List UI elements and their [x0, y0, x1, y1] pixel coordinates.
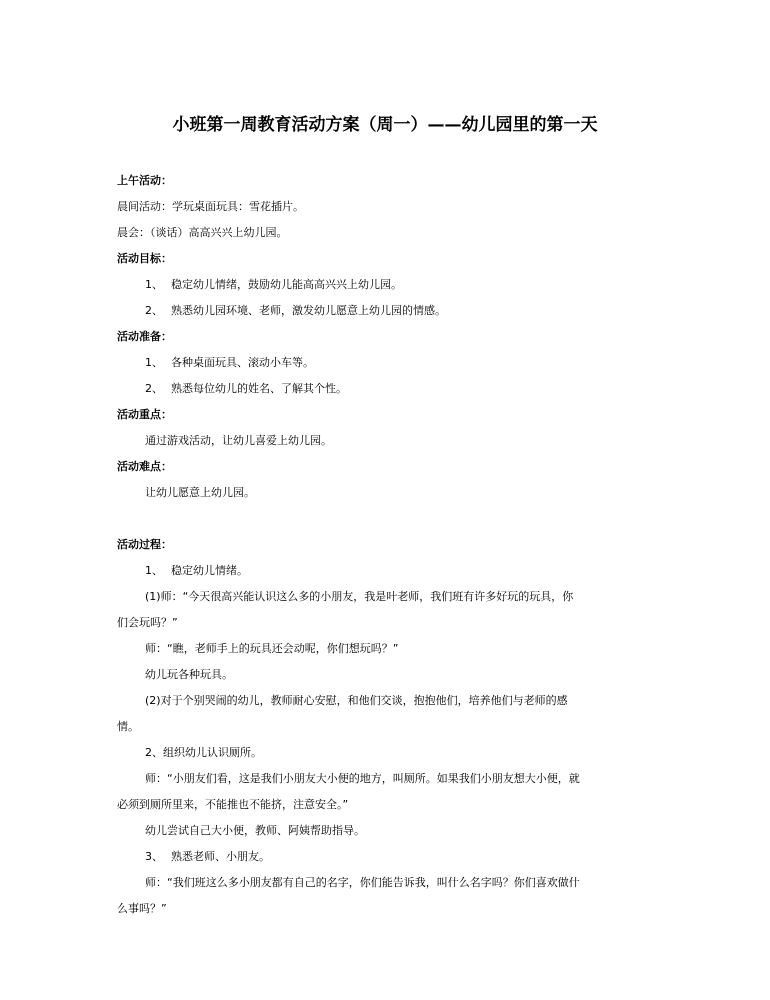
- prep-item: [145, 355, 314, 371]
- goal-text: 稳定幼儿情绪，鼓励幼儿能高高兴兴上幼儿园。: [171, 278, 402, 291]
- focus-heading: 活动重点：: [117, 408, 172, 421]
- prep-heading: 活动准备：: [117, 330, 172, 343]
- prep-text: 各种桌面玩具、滚动小车等。: [171, 356, 314, 369]
- paragraph-line: (1)师：“今天很高兴能认识这么多的小朋友，我是叶老师，我们班有许多好玩的玩具，你: [145, 590, 574, 603]
- step-number: 1、: [145, 564, 163, 577]
- difficulty-heading: 活动难点：: [117, 460, 172, 473]
- paragraph-line: 必须到厕所里来，不能推也不能挤，注意安全。”: [117, 798, 349, 811]
- goal-number: 2、: [145, 304, 163, 317]
- prep-item: [145, 381, 347, 397]
- step-text: 熟悉老师、小朋友。: [171, 850, 270, 863]
- step-heading: 2、组织幼儿认识厕所。: [145, 746, 262, 759]
- paragraph-line: 幼儿玩各种玩具。: [145, 668, 233, 681]
- paragraph-line: 师：“我们班这么多小朋友都有自己的名字，你们能告诉我，叫什么名字吗？你们喜欢做什: [145, 876, 580, 889]
- difficulty-text: 让幼儿愿意上幼儿园。: [145, 486, 255, 499]
- goal-item: [145, 303, 446, 319]
- paragraph-line: 们会玩吗？”: [117, 616, 178, 629]
- step-item: [145, 849, 270, 865]
- morning-meeting-line: 晨会：（谈话）高高兴兴上幼儿园。: [117, 226, 288, 239]
- prep-number: 1、: [145, 356, 163, 369]
- step-number: 3、: [145, 850, 163, 863]
- prep-number: 2、: [145, 382, 163, 395]
- paragraph-line: 么事吗？”: [117, 902, 167, 915]
- goal-item: [145, 277, 402, 293]
- morning-heading: 上午活动：: [117, 174, 172, 187]
- paragraph-line: 师：“小朋友们看，这是我们小朋友大小便的地方，叫厕所。如果我们小朋友想大小便，就: [145, 772, 580, 785]
- process-heading: 活动过程：: [117, 538, 172, 551]
- step-item: [145, 563, 248, 579]
- step-text: 稳定幼儿情绪。: [171, 564, 248, 577]
- paragraph-line: (2)对于个别哭闹的幼儿，教师耐心安慰，和他们交谈，抱抱他们，培养他们与老师的感: [145, 694, 568, 707]
- focus-text: 通过游戏活动，让幼儿喜爱上幼儿园。: [145, 434, 332, 447]
- goal-text: 熟悉幼儿园环境、老师，激发幼儿愿意上幼儿园的情感。: [171, 304, 446, 317]
- paragraph-line: 情。: [117, 720, 139, 733]
- paragraph-line: 师：“瞧，老师手上的玩具还会动呢，你们想玩吗？”: [145, 642, 399, 655]
- paragraph-line: 幼儿尝试自己大小便，教师、阿姨帮助指导。: [145, 824, 365, 837]
- goals-heading: 活动目标：: [117, 252, 172, 265]
- prep-text: 熟悉每位幼儿的姓名、了解其个性。: [171, 382, 347, 395]
- document-title: 小班第一周教育活动方案（周一）——幼儿园里的第一天: [172, 115, 598, 135]
- goal-number: 1、: [145, 278, 163, 291]
- morning-activity-line: 晨间活动：学玩桌面玩具：雪花插片。: [117, 200, 304, 213]
